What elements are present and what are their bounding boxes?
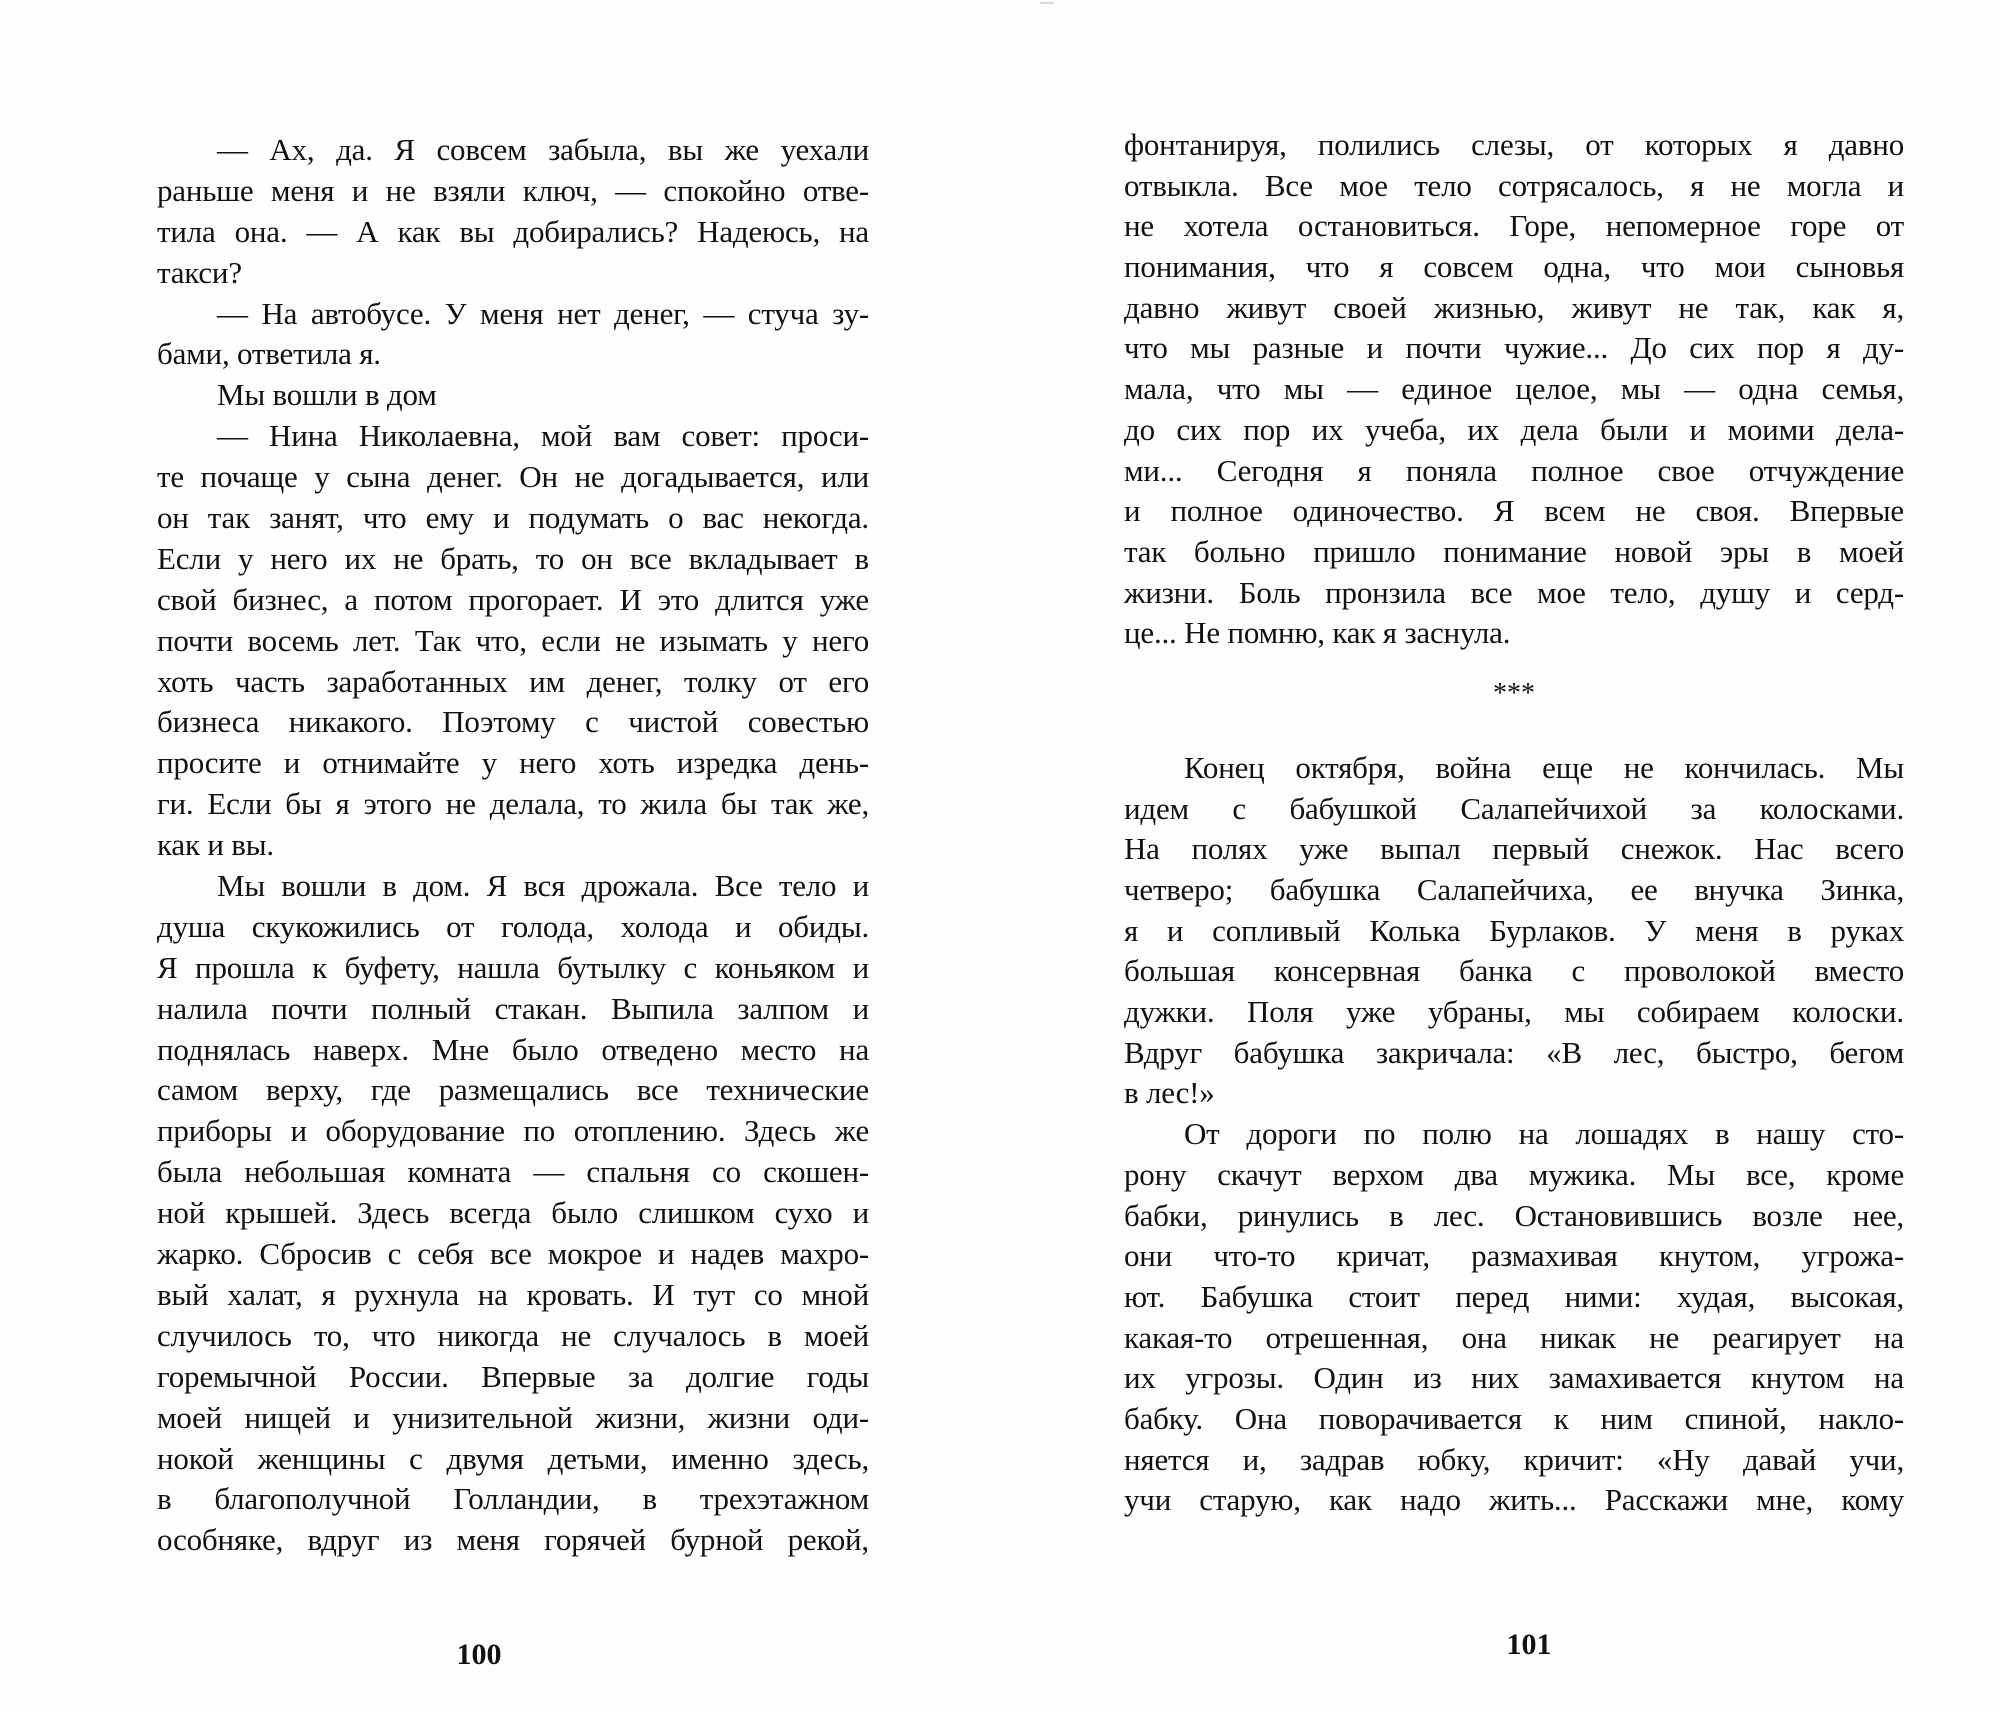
- text-line: моей нищей и унизительной жизни, жизни оди-: [157, 1399, 869, 1435]
- text-line: жизни. Боль пронзила все мое тело, душу и серд-: [1124, 574, 1904, 610]
- text-line: случилось то, что никогда не случалось в моей: [157, 1317, 869, 1353]
- text-line: раньше меня и не взяли ключ, — спокойно отве-: [157, 172, 869, 208]
- text-line: учи старую, как надо жить... Расскажи мне, кому: [1124, 1482, 1904, 1518]
- text-line: Я прошла к буфету, нашла бутылку с коньяком и: [157, 949, 869, 985]
- text-line: няется и, задрав юбку, кричит: «Ну давай учи,: [1124, 1441, 1904, 1477]
- text-line: четверо; бабушка Салапейчиха, ее внучка Зинка,: [1124, 872, 1904, 907]
- text-line: горемычной России. Впервые за долгие годы: [157, 1358, 869, 1394]
- text-line: я и сопливый Колька Бурлаков. У меня в руках: [1124, 912, 1904, 948]
- text-line: вый халат, я рухнула на кровать. И тут со мной: [157, 1276, 869, 1312]
- text-line: понимания, что я совсем одна, что мои сыновья: [1124, 249, 1904, 285]
- text-line: бами, ответила я.: [157, 336, 381, 372]
- text-line: не хотела остановиться. Горе, непомерное горе от: [1124, 208, 1904, 244]
- text-line: На полях уже выпал первый снежок. Нас всего: [1124, 831, 1904, 867]
- text-line: в лес!»: [1124, 1075, 1215, 1111]
- text-line: нокой женщины с двумя детьми, именно здесь,: [157, 1440, 869, 1476]
- text-line: свой бизнес, а потом прогорает. И это длится уже: [157, 581, 869, 617]
- section-end-text: [1124, 125, 1904, 654]
- text-line: так больно пришло понимание новой эры в моей: [1124, 533, 1904, 569]
- text-line: Мы вошли в дом: [217, 377, 437, 413]
- text-line: большая консервная банка с проволокой вместо: [1124, 953, 1904, 989]
- text-line: их угрозы. Один из них замахивается кнутом на: [1124, 1360, 1904, 1396]
- text-line: просите и отнимайте у него хоть изредка день-: [157, 745, 869, 781]
- text-line: приборы и оборудование по отоплению. Здесь же: [157, 1113, 869, 1149]
- section-start-text: [1124, 748, 1904, 1521]
- text-line: отвыкла. Все мое тело сотрясалось, я не могла и: [1124, 167, 1904, 203]
- text-line: ной крышей. Здесь всегда было слишком сухо и: [157, 1195, 869, 1231]
- text-line: ги. Если бы я этого не делала, то жила бы так же,: [157, 786, 869, 822]
- text-line: ют. Бабушка стоит перед ними: худая, высокая,: [1124, 1278, 1904, 1314]
- text-line: жарко. Сбросив с себя все мокрое и надев махро-: [157, 1236, 869, 1272]
- text-line: и полное одиночество. Я всем не своя. Впервые: [1124, 493, 1904, 529]
- text-line: какая-то отрешенная, она никак не реагирует на: [1124, 1319, 1904, 1355]
- text-line: налила почти полный стакан. Выпила залпом и: [157, 990, 869, 1026]
- text-line: От дороги по полю на лошадях в нашу сто-: [1184, 1116, 1904, 1152]
- section-separator: ***: [1493, 677, 1535, 709]
- text-line: такси?: [157, 254, 242, 290]
- text-line: тила она. — А как вы добирались? Надеюсь, на: [157, 213, 869, 249]
- left-page-text: [157, 130, 869, 1561]
- text-line: в благополучной Голландии, в трехэтажном: [157, 1481, 869, 1517]
- text-line: Если у него их не брать, то он все вкладывает в: [157, 540, 869, 576]
- text-line: — Ах, да. Я совсем забыла, вы же уехали: [217, 132, 869, 167]
- text-line: Вдруг бабушка закричала: «В лес, быстро, бегом: [1124, 1034, 1904, 1070]
- text-line: бабку. Она поворачивается к ним спиной, накло-: [1124, 1400, 1904, 1436]
- text-line: фонтанируя, полились слезы, от которых я давно: [1124, 127, 1904, 162]
- text-line: они что-то кричат, размахивая кнутом, угрожа-: [1124, 1238, 1904, 1274]
- text-line: мала, что мы — единое целое, мы — одна семья,: [1124, 371, 1904, 407]
- text-line: самом верху, где размещались все технические: [157, 1072, 869, 1108]
- page-number-right: 101: [1506, 1628, 1552, 1661]
- right-page: [1000, 0, 2000, 1709]
- text-line: — На автобусе. У меня нет денег, — стуча зу-: [217, 295, 869, 331]
- text-line: поднялась наверх. Мне было отведено место на: [157, 1031, 869, 1067]
- text-line: он так занят, что ему и подумать о вас некогда.: [157, 500, 869, 536]
- text-line: давно живут своей жизнью, живут не так, как я,: [1124, 289, 1904, 325]
- text-line: идем с бабушкой Салапейчихой за колосками.: [1124, 790, 1904, 826]
- text-line: дужки. Поля уже убраны, мы собираем колоски.: [1124, 994, 1904, 1030]
- text-line: те почаще у сына денег. Он не догадывается, или: [157, 459, 869, 495]
- text-line: почти восемь лет. Так что, если не изымать у него: [157, 622, 869, 658]
- page-number-left: 100: [456, 1638, 502, 1671]
- text-line: была небольшая комната — спальня со скошен-: [157, 1154, 869, 1190]
- text-line: хоть часть заработанных им денег, толку от его: [157, 663, 869, 699]
- text-line: бабки, ринулись в лес. Остановившись возле нее,: [1124, 1197, 1904, 1233]
- right-page-text: [1124, 125, 1904, 1521]
- text-line: рону скачут верхом два мужика. Мы все, кроме: [1124, 1156, 1904, 1192]
- text-line: что мы разные и почти чужие... До сих пор я ду-: [1124, 330, 1904, 366]
- text-line: до сих пор их учеба, их дела были и моими дела-: [1124, 411, 1904, 447]
- text-line: особняке, вдруг из меня горячей бурной рекой,: [157, 1522, 869, 1558]
- text-line: — Нина Николаевна, мой вам совет: проси-: [217, 418, 869, 454]
- text-line: как и вы.: [157, 827, 274, 863]
- text-line: Конец октября, война еще не кончилась. Мы: [1184, 749, 1904, 785]
- text-line: душа скукожились от голода, холода и обиды.: [157, 908, 869, 944]
- text-line: Мы вошли в дом. Я вся дрожала. Все тело и: [217, 868, 869, 904]
- text-line: бизнеса никакого. Поэтому с чистой совестью: [157, 704, 869, 740]
- text-line: ми... Сегодня я поняла полное свое отчуждение: [1124, 452, 1904, 488]
- text-line: це... Не помню, как я заснула.: [1124, 615, 1511, 651]
